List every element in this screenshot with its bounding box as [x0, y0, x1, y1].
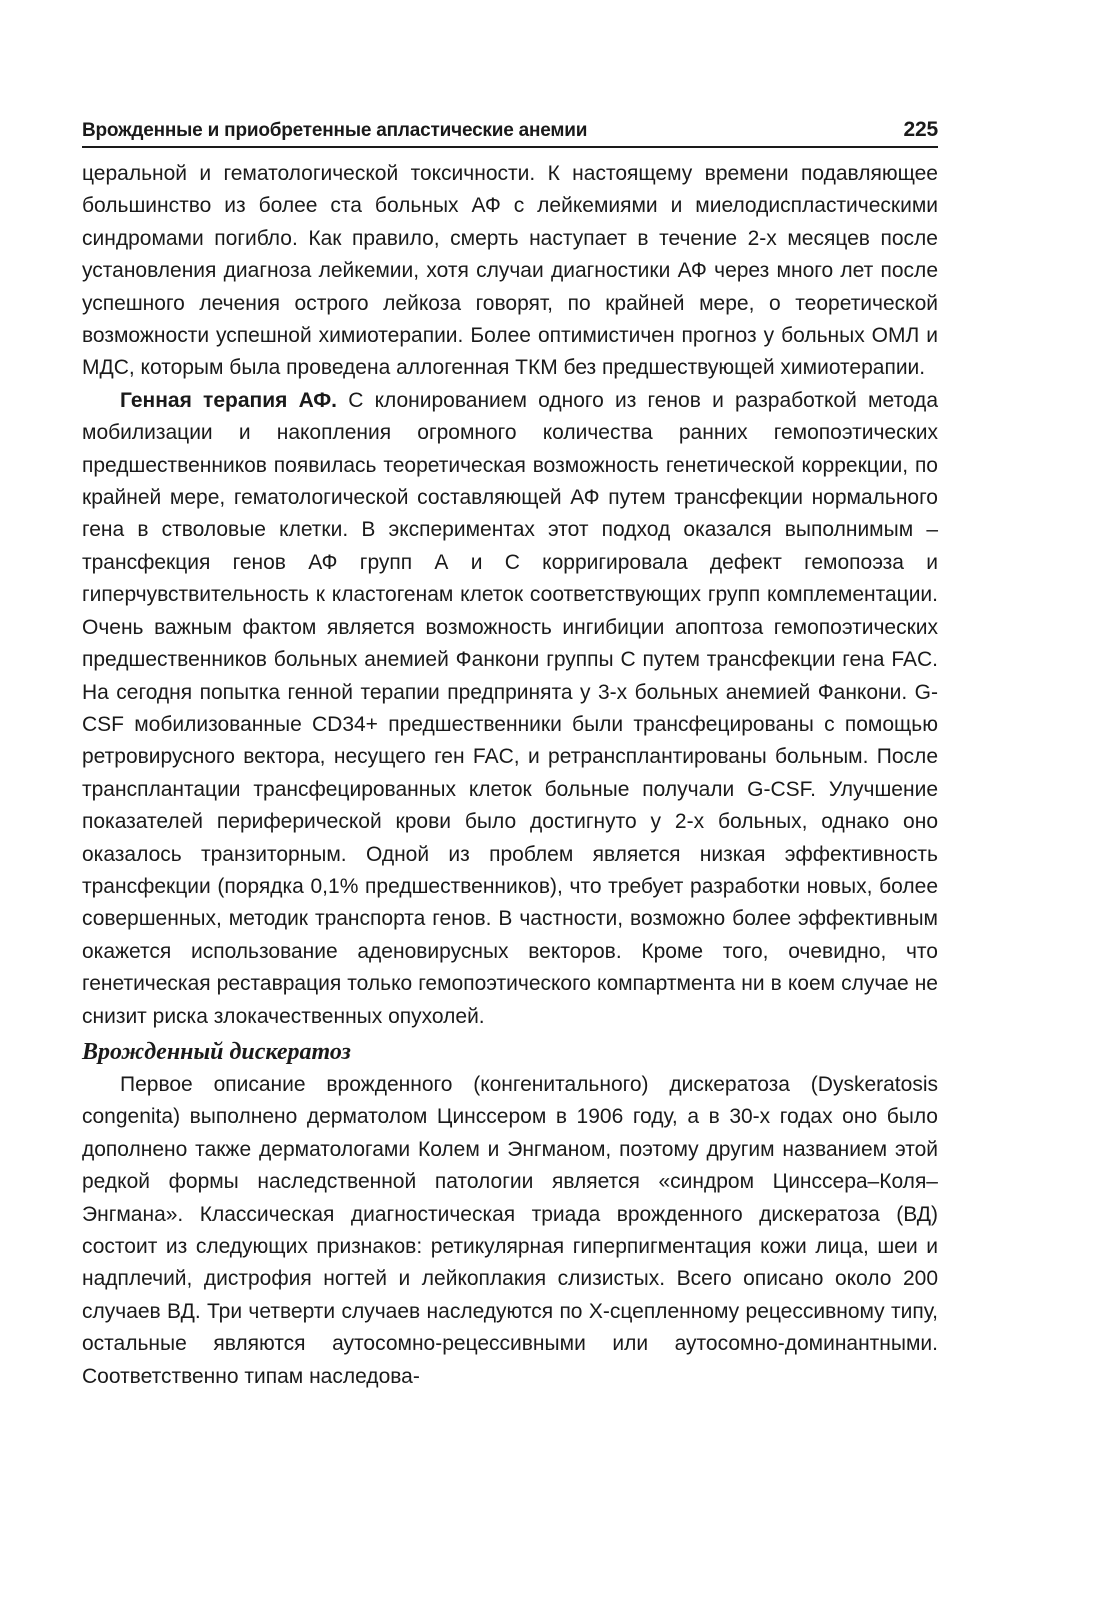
paragraph-continuation: [82, 158, 938, 385]
run-in-heading: Генная терапия АФ.: [120, 388, 337, 412]
paragraph-text: С клонированием одного из генов и разработкой метода мобилизации и накопления огромного количества ранних гемопоэтических предшественников появилась теоретическая возможность генетической коррекции, по крайней мере, гематологической составляющей АФ путем трансфекции нормального гена в стволовые клетки. В экспериментах этот подход оказался выполнимым – трансфекция генов АФ групп А и С корригировала дефект гемопоэза и гиперчувствительность к кластогенам клеток соответствующих групп комплементации. Очень важным фактом является возможность ингибиции апоптоза гемопоэтических предшественников больных анемией Фанкони группы С путем трансфекции гена FAC. На сегодня попытка генной терапии предпринята у 3-х больных анемией Фанкони. G-CSF мобилизованные CD34+ предшественники были трансфецированы с помощью ретровирусного вектора, несущего ген FAC, и ретрансплантированы больным. После трансплантации трансфецированных клеток больные получали G-CSF. Улучшение показателей периферической крови было достигнуто у 2-х больных, однако оно оказалось транзиторным. Одной из проблем является низкая эффективность трансфекции (порядка 0,1% предшественников), что требует разработки новых, более совершенных, методик транспорта генов. В частности, возможно более эффективным окажется использование аденовирусных векторов. Кроме того, очевидно, что генетическая реставрация только гемопоэтического компартмента ни в коем случае не снизит риска злокачественных опухолей.: [82, 388, 938, 1028]
paragraph-text: церальной и гематологической токсичности. К настоящему времени подавляющее большинство из более ста больных АФ с лейкемиями и миелодиспластическими синдромами погибло. Как правило, смерть наступает в течение 2-х месяцев после установления диагноза лейкемии, хотя случаи диагностики АФ через много лет после успешного лечения острого лейкоза говорят, по крайней мере, о теоретической возможности успешной химиотерапии. Более оптимистичен прогноз у больных ОМЛ и МДС, которым была проведена аллогенная ТКМ без предшествующей химиотерапии.: [82, 162, 938, 380]
header-rule: [82, 146, 938, 148]
running-title: Врожденные и приобретенные апластические анемии: [82, 120, 588, 141]
section-title: Врожденный дискератоз: [82, 1038, 351, 1065]
running-header: [82, 112, 938, 142]
book-page: [82, 112, 938, 1393]
page-number: 225: [903, 118, 938, 141]
body-text: [82, 158, 938, 1393]
paragraph-gene-therapy: [82, 385, 938, 1033]
paragraph-text: Первое описание врожденного (конгенитального) дискератоза (Dyskeratosis congenita) выполнено дерматолом Цинссером в 1906 году, а в 30-х годах оно было дополнено также дерматологами Колем и Энгманом, поэтому другим названием этой редкой формы наследственной патологии является «синдром Цинссера–Коля–Энгмана». Классическая диагностическая триада врожденного дискератоза (ВД) состоит из следующих признаков: ретикулярная гиперпигментация кожи лица, шеи и надплечий, дистрофия ногтей и лейкоплакия слизистых. Всего описано около 200 случаев ВД. Три четверти случаев наследуются по Х-сцепленному рецессивному типу, остальные являются аутосомно-рецессивными или аутосомно-доминантными. Соответственно типам наследова-: [82, 1072, 938, 1388]
paragraph-dyskeratosis: [82, 1069, 938, 1393]
